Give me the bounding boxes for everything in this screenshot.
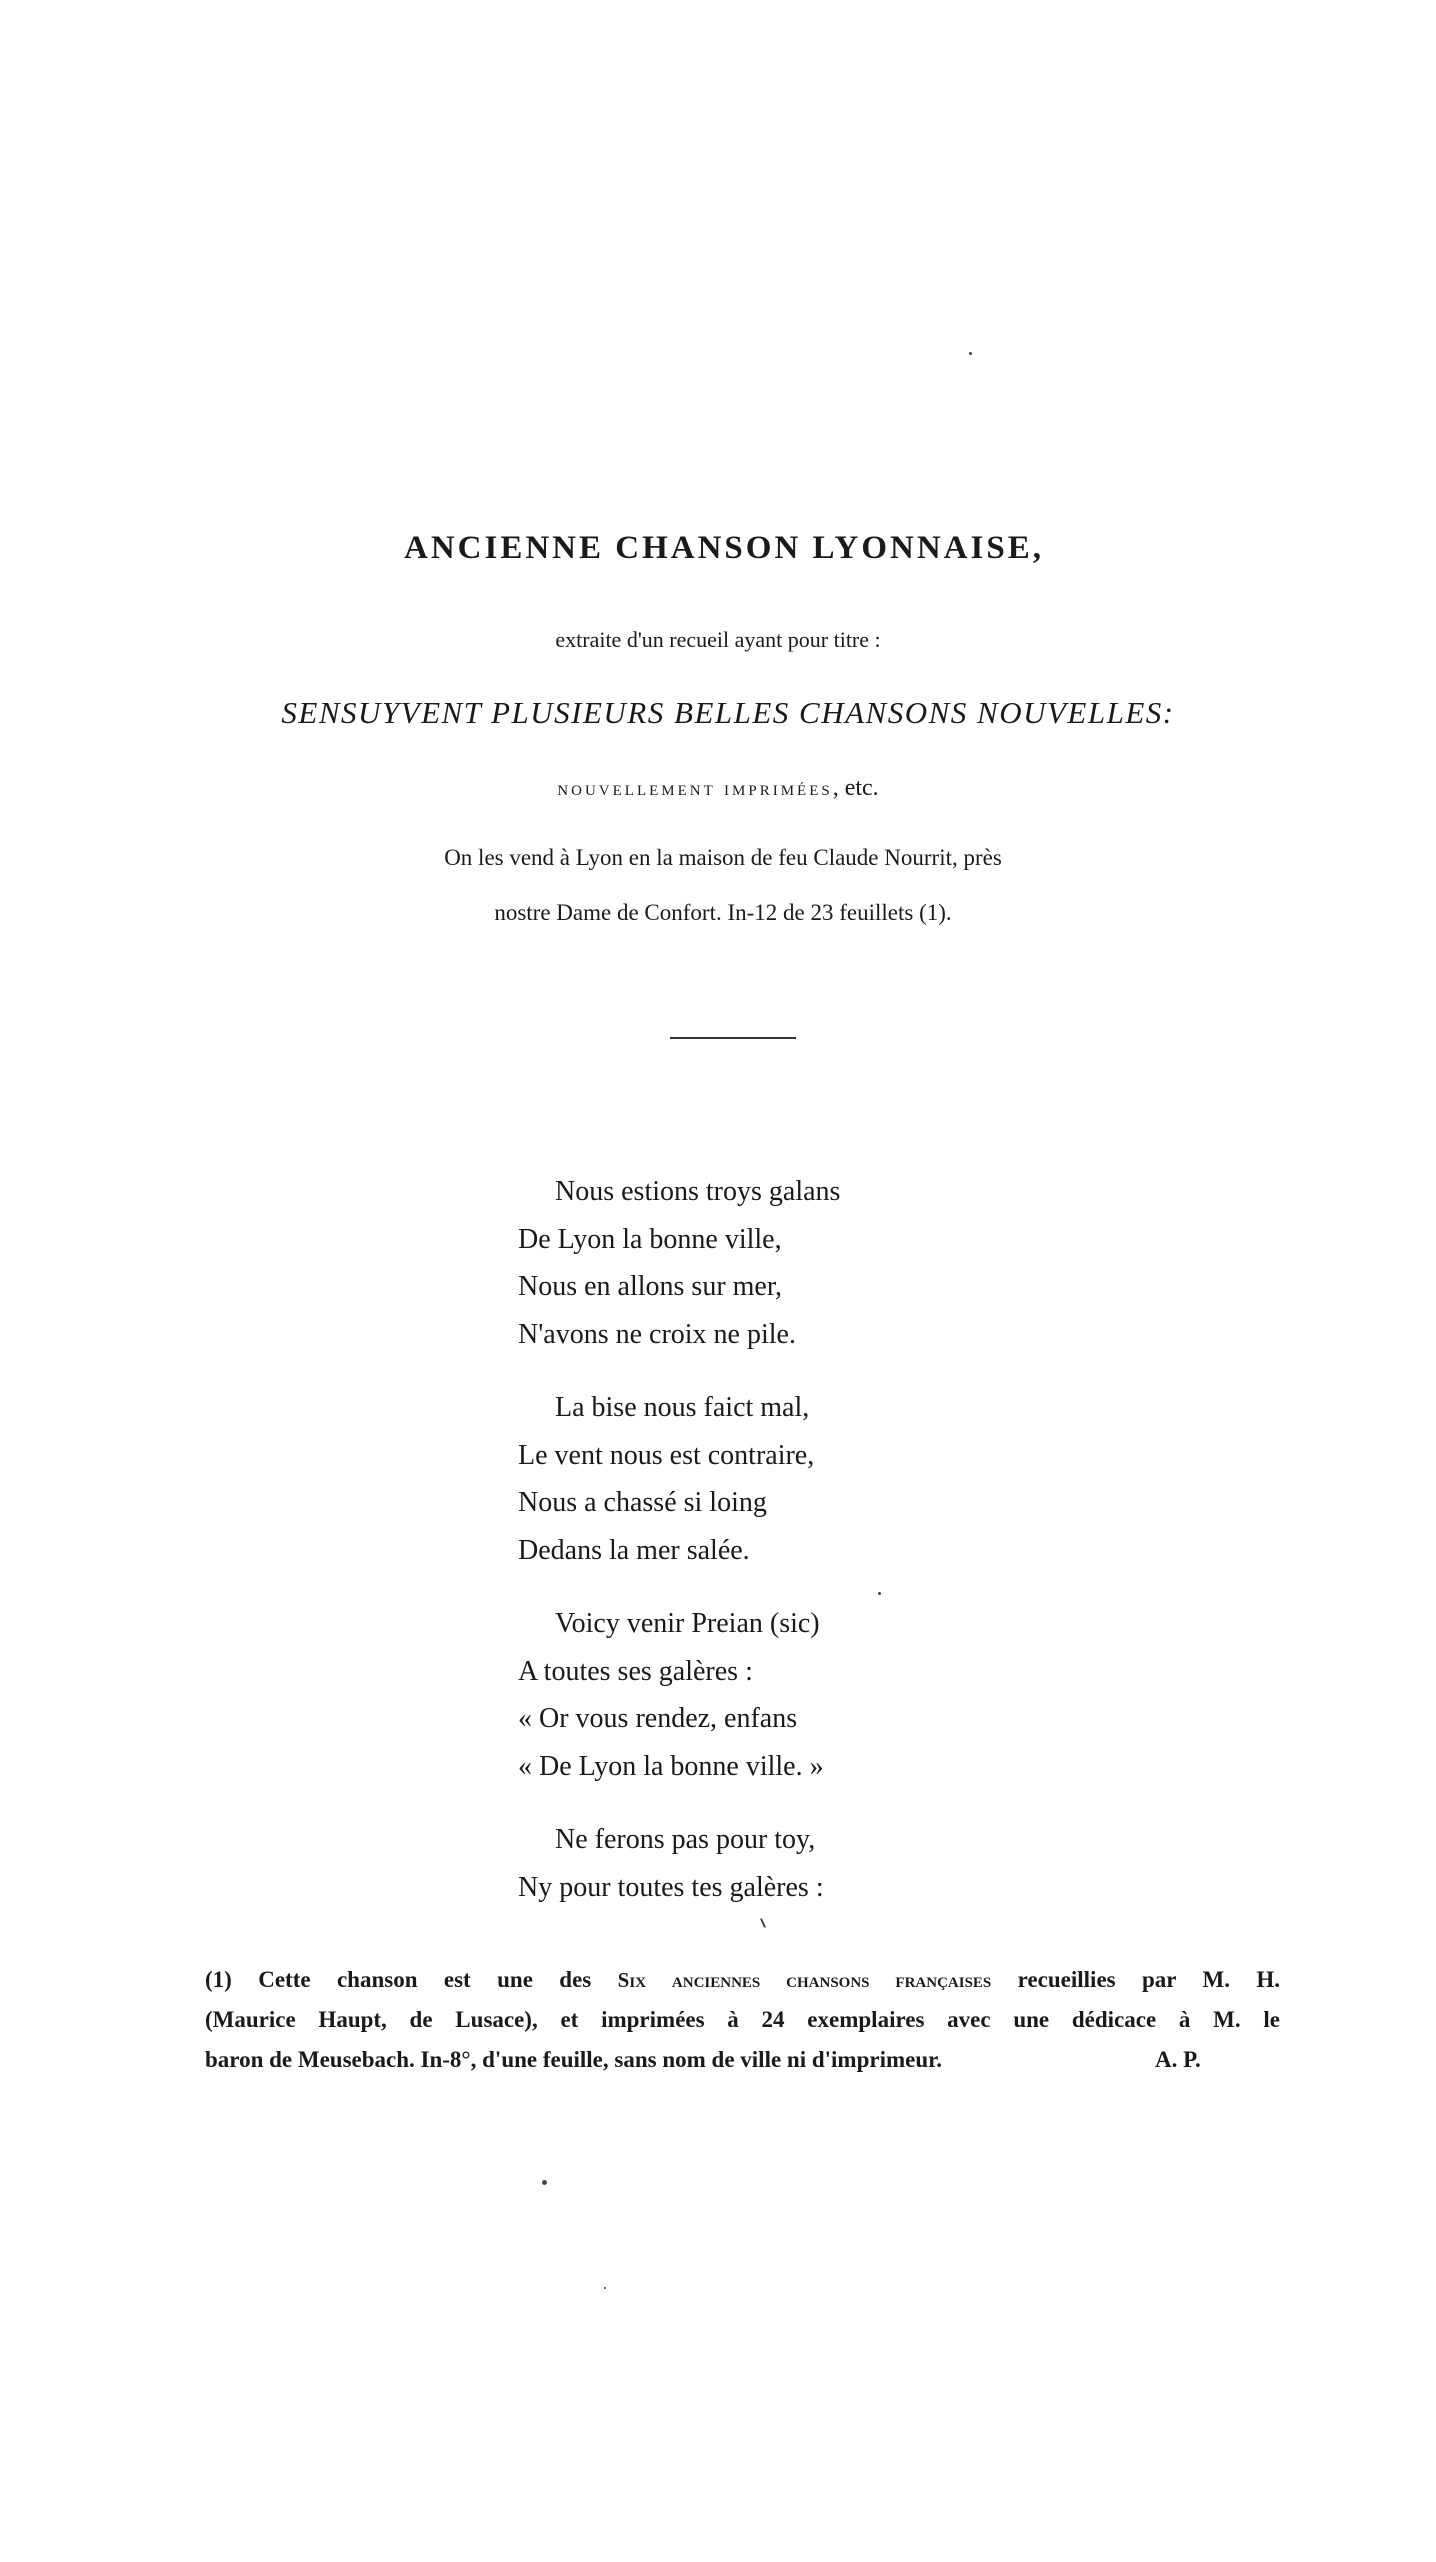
imprint-line-2: nostre Dame de Confort. In-12 de 23 feuillets (1).: [494, 900, 952, 925]
stanza: [518, 1816, 1038, 1911]
verse: De Lyon la bonne ville,: [518, 1223, 782, 1255]
footnote-line-2: (Maurice Haupt, de Lusace), et imprimées à 24 exemplaires avec une dédicace à M. le: [205, 2007, 1280, 2032]
footnote-text: baron de Meusebach. In-8°, d'une feuille, sans nom de ville ni d'imprimeur.: [205, 2047, 942, 2072]
imprint-line-1: On les vend à Lyon en la maison de feu Claude Nourrit, près: [444, 845, 1002, 870]
footnote-text: (1) Cette chanson est une des: [205, 1967, 618, 1992]
footnote-signature: A. P.: [1155, 2047, 1201, 2072]
stanza: [518, 1384, 1038, 1574]
footnote-smallcaps: Six anciennes chansons françaises: [617, 1968, 992, 1992]
verse: « Or vous rendez, enfans: [518, 1703, 798, 1734]
verse: Nous estions troys galans: [555, 1176, 841, 1207]
stanza: [518, 1600, 1038, 1790]
footnote-line-3: [205, 2040, 1280, 2080]
paper-speck: [878, 1592, 881, 1595]
verse: Nous a chassé si loing: [518, 1487, 767, 1518]
verse: Nous en allons sur mer,: [518, 1271, 783, 1302]
poem: [518, 1168, 1038, 1937]
printing-note-rest: , etc.: [832, 775, 879, 801]
verse: Ny pour toutes tes galères :: [518, 1871, 824, 1903]
page-title: ANCIENNE CHANSON LYONNAISE,: [404, 530, 1044, 566]
footnote: [205, 1960, 1280, 2080]
verse: N'avons ne croix ne pile.: [518, 1318, 796, 1350]
verse: La bise nous faict mal,: [555, 1392, 810, 1423]
paper-speck: [604, 2287, 606, 2289]
verse: « De Lyon la bonne ville. »: [518, 1750, 824, 1782]
footnote-line-1: [205, 1960, 1280, 2000]
paper-speck: [542, 2180, 547, 2185]
book-title: SENSUYVENT PLUSIEURS BELLES CHANSONS NOUVELLES:: [281, 695, 1175, 730]
verse: Dedans la mer salée.: [518, 1534, 750, 1566]
section-divider: [670, 1037, 796, 1039]
verse: Le vent nous est contraire,: [518, 1439, 815, 1471]
stanza: [518, 1168, 1038, 1358]
verse: A toutes ses galères :: [518, 1655, 753, 1687]
printing-note: [0, 775, 1436, 802]
printing-note-smallcaps: nouvellement imprimées: [557, 776, 833, 800]
verse: Voicy venir Preian (sic): [555, 1608, 820, 1639]
footnote-text: recueillies par M. H.: [991, 1967, 1280, 1992]
subtitle: extraite d'un recueil ayant pour titre :: [555, 627, 881, 652]
paper-speck: [969, 352, 972, 355]
verse: Ne ferons pas pour toy,: [555, 1824, 816, 1855]
